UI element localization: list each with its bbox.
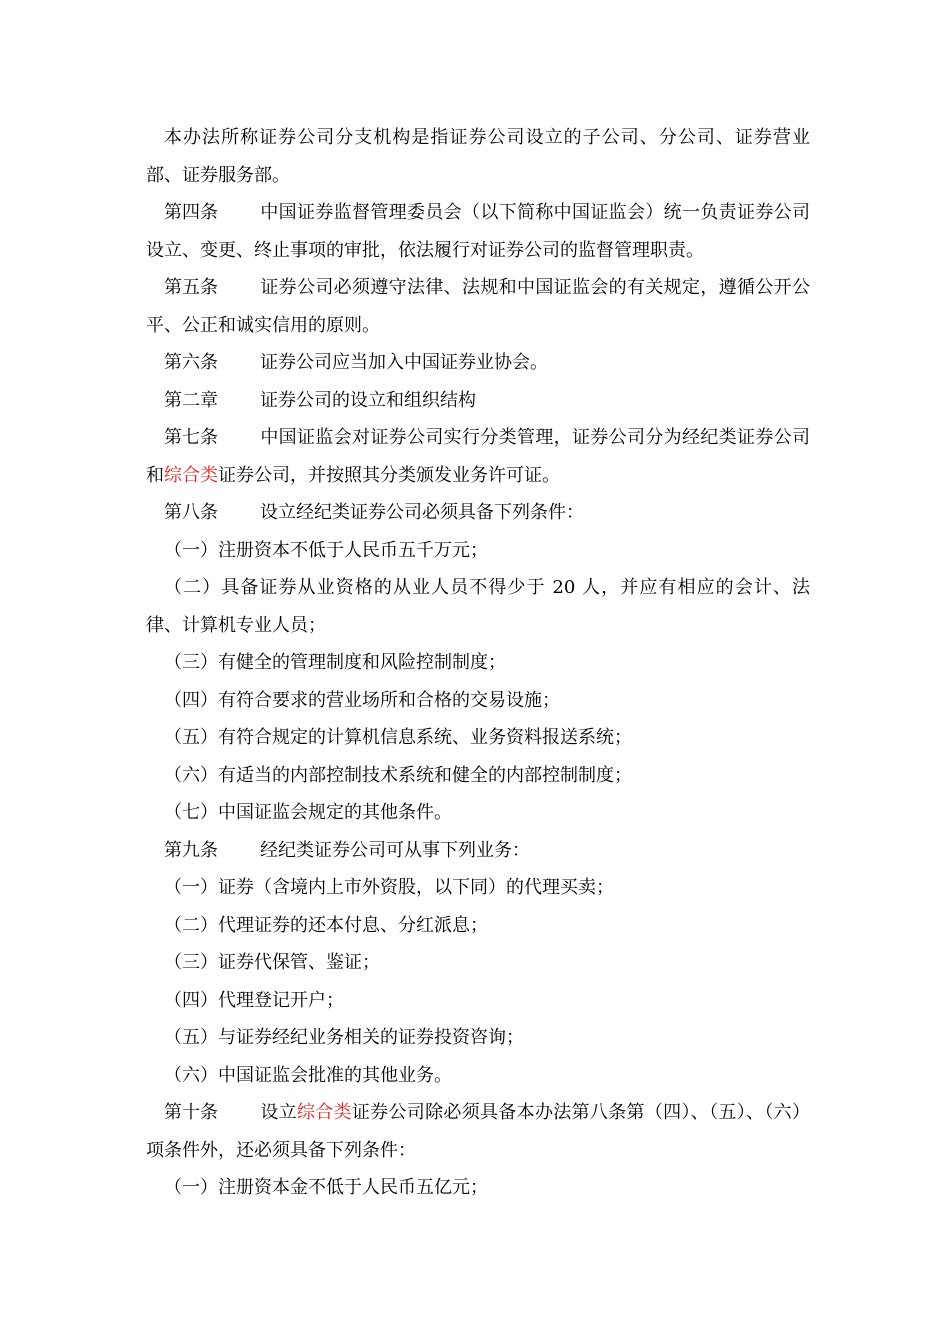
list-item-text: （七）中国证监会规定的其他条件。 xyxy=(164,802,452,823)
article-text: 设立 xyxy=(260,1102,297,1123)
article-6 xyxy=(146,344,810,382)
list-item xyxy=(146,1057,810,1095)
list-item xyxy=(146,719,810,757)
list-item xyxy=(146,1019,810,1057)
article-text-continued: 证券公司除必须具备本办法第八条第（四）、（五）、（六）项条件外，还必须具备下列条件： xyxy=(146,1102,810,1161)
article-number: 第九条 xyxy=(164,839,218,861)
article-number: 第六条 xyxy=(164,352,218,373)
list-item-text: （一）注册资本不低于人民币五千万元； xyxy=(164,539,488,561)
list-item xyxy=(146,644,810,682)
paragraph-text: 本办法所称证券公司分支机构是指证券公司设立的子公司、分公司、证券营业部、证券服务部。 xyxy=(146,127,810,186)
list-item-text: （二）具备证券从业资格的从业人员不得少于 20 人，并应有相应的会计、法律、计算机专业人员； xyxy=(146,577,810,636)
article-number: 第十条 xyxy=(164,1102,218,1123)
list-item-text: （二）代理证券的还本付息、分红派息； xyxy=(164,914,488,936)
article-text: 证券公司应当加入中国证券业协会。 xyxy=(260,352,548,373)
article-number: 第四条 xyxy=(164,202,218,223)
list-item-text: （五）有符合规定的计算机信息系统、业务资料报送系统； xyxy=(164,727,632,748)
list-item-text: （四）有符合要求的营业场所和合格的交易设施； xyxy=(164,689,560,711)
list-item-text: （五）与证券经纪业务相关的证券投资咨询； xyxy=(164,1027,524,1048)
list-item-text: （一）证券（含境内上市外资股，以下同）的代理买卖； xyxy=(164,877,614,898)
article-text: 中国证券监督管理委员会（以下简称中国证监会）统一负责证券公司设立、变更、终止事项的审批，依法履行对证券公司的监督管理职责。 xyxy=(146,202,810,261)
article-5 xyxy=(146,269,810,344)
article-8 xyxy=(146,494,810,532)
article-number: 第八条 xyxy=(164,502,218,523)
list-item-text: （六）中国证监会批准的其他业务。 xyxy=(164,1064,452,1086)
list-item-text: （六）有适当的内部控制技术系统和健全的内部控制制度； xyxy=(164,764,632,786)
article-4 xyxy=(146,194,810,269)
paragraph-branch-definition xyxy=(146,119,810,194)
list-item-text: （一）注册资本金不低于人民币五亿元； xyxy=(164,1177,488,1198)
article-number: 第五条 xyxy=(164,277,218,298)
list-item xyxy=(146,944,810,982)
article-number: 第七条 xyxy=(164,427,218,448)
document-body xyxy=(146,119,810,1207)
list-item xyxy=(146,982,810,1020)
list-item xyxy=(146,1169,810,1207)
list-item xyxy=(146,907,810,945)
article-text-continued: 证券公司，并按照其分类颁发业务许可证。 xyxy=(218,464,560,486)
article-text: 证券公司必须遵守法律、法规和中国证监会的有关规定，遵循公开公平、公正和诚实信用的原则。 xyxy=(146,277,810,336)
highlighted-term: 综合类 xyxy=(296,1102,352,1123)
list-item xyxy=(146,757,810,795)
list-item xyxy=(146,682,810,720)
article-10 xyxy=(146,1094,810,1169)
article-text: 经纪类证券公司可从事下列业务： xyxy=(260,839,530,861)
article-text: 中国证监会对证券公司实行分类管理，证券公司分为经纪类证券公司和 xyxy=(146,427,810,486)
article-text: 设立经纪类证券公司必须具备下列条件： xyxy=(260,502,584,523)
list-item xyxy=(146,569,810,644)
list-item-text: （三）证券代保管、鉴证； xyxy=(164,952,380,973)
list-item-text: （三）有健全的管理制度和风险控制制度； xyxy=(164,652,506,673)
article-7 xyxy=(146,419,810,494)
chapter-number: 第二章 xyxy=(164,389,218,411)
list-item xyxy=(146,794,810,832)
chapter-2-heading xyxy=(146,382,810,420)
chapter-title: 证券公司的设立和组织结构 xyxy=(260,389,476,411)
list-item xyxy=(146,869,810,907)
article-9 xyxy=(146,832,810,870)
highlighted-term: 综合类 xyxy=(164,464,218,486)
list-item xyxy=(146,532,810,570)
list-item-text: （四）代理登记开户； xyxy=(164,989,344,1011)
